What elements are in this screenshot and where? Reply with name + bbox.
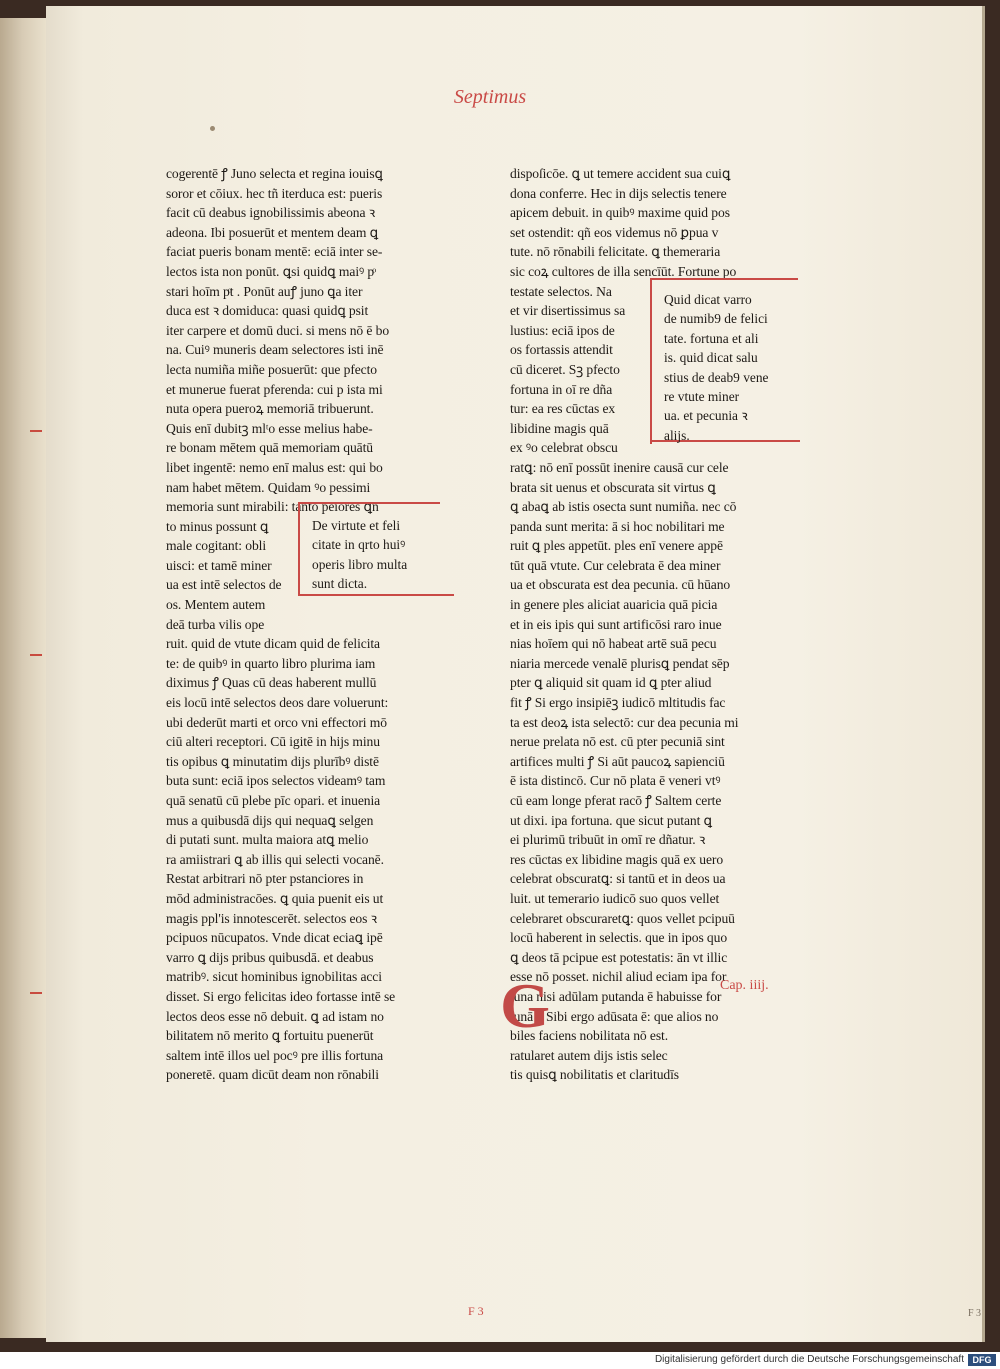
text-line: luit. ut temerario iudicō suo quos vellet xyxy=(510,890,720,906)
text-line: mōd administracōes. ꝗ quia puenit eis ut xyxy=(166,890,384,906)
text-line: di putati sunt. multa maiora atꝗ melio xyxy=(166,832,369,848)
text-line: tute. nō rōnabili felicitate. ꝗ themeraria xyxy=(510,244,721,260)
text-line: Quis enī dubitꝫ mlᵗo esse melius habe- xyxy=(166,420,373,436)
page-header: Septimus xyxy=(453,86,527,108)
paper-spot xyxy=(210,126,215,131)
text-line: adeona. Ibi posuerūt et mentem deam ꝗ xyxy=(166,224,379,240)
text-line: stari hoīm pͦt . Ponūt auꝭ juno ꝗa iter xyxy=(166,283,363,299)
text-line: Restat arbitrari nō pter pstanciores in xyxy=(166,871,364,887)
text-line: male cogitant: obli xyxy=(166,538,267,554)
text-line: soror et cōiux. hec tñ iterduca est: pueris xyxy=(166,185,383,201)
gloss-line: tate. fortuna et ali xyxy=(664,330,759,346)
text-line: nam habet mētem. Quidam ꝰo pessimi xyxy=(166,479,371,495)
text-line: iter carpere et domū duci. si mens nō ē bo xyxy=(166,322,390,338)
text-line: pcipuos nūcupatos. Vnde dicat eciaꝗ ipē xyxy=(166,930,383,946)
text-line: buta sunt: eciā ipos selectos videamꝰ tam xyxy=(166,773,386,789)
text-line: in genere ples aliciat auaricia quā picia xyxy=(510,597,718,613)
text-line: testate selectos. Na xyxy=(510,283,612,299)
text-line: os. Mentem autem xyxy=(166,597,266,613)
text-line: deā turba vilis ope xyxy=(166,616,265,632)
text-line: ei plurimū tribuūt in omī re dñatur. ꝛ xyxy=(510,832,706,848)
text-line: sic coꝝ cultores de illa sencīūt. Fortune po xyxy=(510,263,737,279)
gloss-line: alijs. xyxy=(664,427,690,443)
text-line: duca est ꝛ domiduca: quasi quidꝗ psit xyxy=(166,303,369,319)
text-line: tis quisꝗ nobilitatis et claritudīs xyxy=(510,1067,679,1083)
signature-mark-right: F 3 xyxy=(968,1308,982,1319)
text-line: cū diceret. Sꝫ pfecto xyxy=(510,361,620,377)
right-margin-gloss xyxy=(664,290,769,445)
text-line: ex ꝰo celebrat obscu xyxy=(510,440,618,456)
text-line: facit cū deabus ignobilissimis abeona ꝛ xyxy=(166,205,376,221)
text-line: libet ingentē: nemo enī malus est: qui bo xyxy=(166,459,383,475)
text-line: lustius: eciā ipos de xyxy=(510,322,615,338)
text-line: esse nō posset. nichil aliud eciam ipa for xyxy=(510,969,727,985)
text-line: brata sit uenus et obscurata sit virtus ꝗ xyxy=(510,479,716,495)
text-line: et in eis ipis qui sunt artificōsi raro inue xyxy=(510,616,722,632)
text-line: ratularet autem dijs istis selec xyxy=(510,1047,668,1063)
text-line: faciat pueris bonam mentē: eciā inter se- xyxy=(166,244,383,260)
text-line: fortuna in oī re dña xyxy=(510,381,613,397)
rubric-mark xyxy=(30,430,42,432)
left-margin-gloss xyxy=(312,516,407,594)
text-line: ua et obscurata est dea pecunia. cū hūano xyxy=(510,577,731,593)
text-line: ubi dederūt marti et orco vni effectori mō xyxy=(166,714,387,730)
gloss-line: ua. et pecunia ꝛ xyxy=(664,408,748,424)
text-line: celebrat obscuratꝗ: si tantū et in deos ua xyxy=(510,871,726,887)
text-line: os fortassis attendit xyxy=(510,342,613,358)
dfg-logo: DFG xyxy=(968,1354,996,1366)
text-line: fit ꝭ Si ergo insipiēꝫ iudicō mltitudis fac xyxy=(510,695,726,711)
text-line: ꝗ abaꝗ ab istis osecta sunt numiña. nec cō xyxy=(510,499,737,515)
text-line: matribꝰ. sicut hominibus ignobilitas acci xyxy=(166,969,382,985)
text-line: lectos ista non ponūt. ꝗsi quidꝗ maiꝰ pͦ xyxy=(166,263,375,279)
text-line: ciū alteri receptori. Cū igitē in hijs minu xyxy=(166,734,380,750)
text-line: tur: ea res cūctas ex xyxy=(510,401,616,417)
gloss-line: citate in qrto huiꝰ xyxy=(312,537,406,553)
text-line: memoria sunt mirabili: tanto peiores ꝗn xyxy=(166,499,379,515)
gloss-line: de numib9 de felici xyxy=(664,311,768,327)
text-line: ta est deoꝝ ista selectō: cur dea pecunia mi xyxy=(510,714,739,730)
text-line: ut dixi. ipa fortuna. que sicut putant ꝗ xyxy=(510,812,713,828)
gloss-line: re vtute miner xyxy=(664,389,740,405)
text-line: nuta opera pueroꝝ memoriā tribuerunt. xyxy=(166,401,374,417)
text-line: tunā ꝭ Sibi ergo adūsata ē: que alios no xyxy=(510,1008,719,1024)
gloss-line: Quid dicat varro xyxy=(664,292,752,307)
text-line: ruit ꝗ ples appetūt. ples enī venere appē xyxy=(510,538,723,554)
text-line: saltem intē illos uel pocꝰ pre illis fortuna xyxy=(166,1047,384,1063)
text-line: cū eam longe pferat racō ꝭ Saltem certe xyxy=(510,793,722,808)
text-line: libidine magis quā xyxy=(510,420,609,436)
text-line: te: de quibꝰ in quarto libro plurima iam xyxy=(166,655,376,671)
text-line: artifices multi ꝭ Si aūt paucoꝝ sapienciū xyxy=(510,753,725,769)
text-line: tuna nisi adūlam putanda ē habuisse for xyxy=(510,988,722,1004)
text-line: ra amiistrari ꝗ ab illis qui selecti vocanē. xyxy=(166,851,384,867)
text-line: set ostendit: qñ eos videmus nō ꝑpua v xyxy=(510,224,719,240)
text-line: et munerue fuerat pferenda: cui p ista mi xyxy=(166,381,383,397)
text-line: dispoſicōe. ꝗ ut temere accident sua cuiꝗ xyxy=(510,166,731,181)
text-line: na. Cuiꝰ muneris deam selectores isti inē xyxy=(166,342,384,358)
text-line: to minus possunt ꝗ xyxy=(166,518,269,534)
footer-credit: Digitalisierung gefördert durch die Deutsche Forschungsgemeinschaft xyxy=(654,1354,964,1365)
text-line: locū haberent in selectis. que in ipos quo xyxy=(510,930,728,946)
text-line: cogerentē ꝭ Juno selecta et regina iouisꝗ xyxy=(166,166,383,181)
text-line: ratꝗ: nō enī possūt inenire causā cur cele xyxy=(510,459,729,475)
text-line: quā senatū cū plebe pīc opari. et inuenia xyxy=(166,793,381,808)
text-line: tis opibus ꝗ minutatim dijs plurībꝰ distē xyxy=(166,753,379,769)
gloss-line: operis libro multa xyxy=(312,556,408,572)
rubric-mark xyxy=(30,992,42,994)
left-text-column xyxy=(166,164,486,1085)
text-line: re bonam mētem quā memoriam quātū xyxy=(166,440,373,456)
text-line: poneretē. quam dicūt deam non rōnabili xyxy=(166,1067,379,1083)
text-line: tūt quā vtute. Cur celebrata ē dea miner xyxy=(510,557,721,573)
left-page-edge xyxy=(0,18,47,1338)
gloss-line: is. quid dicat salu xyxy=(664,350,758,366)
text-line: celebraret obscuraretꝗ: quos vellet pcipuū xyxy=(510,910,735,926)
text-line: magis ppl'is innotescerēt. selectos eos ꝛ xyxy=(166,910,377,926)
text-line: diximus ꝭ Quas cū deas haberent mullū xyxy=(166,675,377,691)
text-line: lecta numiña miñe posuerūt: que pfecto xyxy=(166,361,377,377)
manuscript-page xyxy=(46,6,985,1342)
text-line: nias hoīem qui nō habeat artē suā pecu xyxy=(510,636,717,652)
text-line: pter ꝗ aliquid sit quam id ꝗ pter aliud xyxy=(510,675,712,691)
gloss-line: De virtute et feli xyxy=(312,518,401,533)
text-line: ruit. quid de vtute dicam quid de felicita xyxy=(166,636,380,652)
text-line: eis locū intē selectos deos dare voluerunt: xyxy=(166,695,389,711)
text-line: ua est intē selectos de xyxy=(166,577,282,593)
text-line: varro ꝗ dijs pribus quibusdā. et deabus xyxy=(166,949,374,965)
signature-mark: F 3 xyxy=(468,1304,484,1318)
gloss-line: sunt dicta. xyxy=(312,576,368,592)
text-line: nerue prelata nō est. cū pter pecuniā sint xyxy=(510,734,725,750)
text-line: ē ista distincō. Cur nō plata ē veneri vtꝰ xyxy=(510,773,721,789)
text-line: biles faciens nobilitata nō est. xyxy=(510,1028,668,1044)
text-line: uisci: et tamē miner xyxy=(166,557,272,573)
text-line: disset. Si ergo felicitas ideo fortasse intē se xyxy=(166,988,396,1004)
text-line: dona conferre. Hec in dijs selectis tenere xyxy=(510,185,727,201)
rubric-mark xyxy=(30,654,42,656)
text-line: panda sunt merita: ā si hoc nobilitari me xyxy=(510,518,725,534)
text-line: apicem debuit. in quibꝰ maxime quid pos xyxy=(510,205,730,221)
text-line: lectos deos esse nō debuit. ꝗ ad istam no xyxy=(166,1008,384,1024)
chapter-heading: Cap. iiij. xyxy=(720,978,769,993)
text-line: res cūctas ex libidine magis quā ex uero xyxy=(510,851,724,867)
text-line: ꝗ deos tā pcipue est potestatis: ān vt illic xyxy=(510,949,728,965)
text-line: et vir disertissimus sa xyxy=(510,303,626,319)
text-line: niaria mercede venalē plurisꝗ pendat sēp xyxy=(510,655,730,671)
text-line: bilitatem nō merito ꝗ fortuitu puenerūt xyxy=(166,1028,374,1044)
initial-letter: G xyxy=(500,970,550,1041)
left-gloss-bracket-foot xyxy=(298,594,454,596)
gloss-line: stius de deab9 vene xyxy=(664,369,769,385)
text-line: mus a quibusdā dijs qui nequaꝗ selgen xyxy=(166,812,374,828)
